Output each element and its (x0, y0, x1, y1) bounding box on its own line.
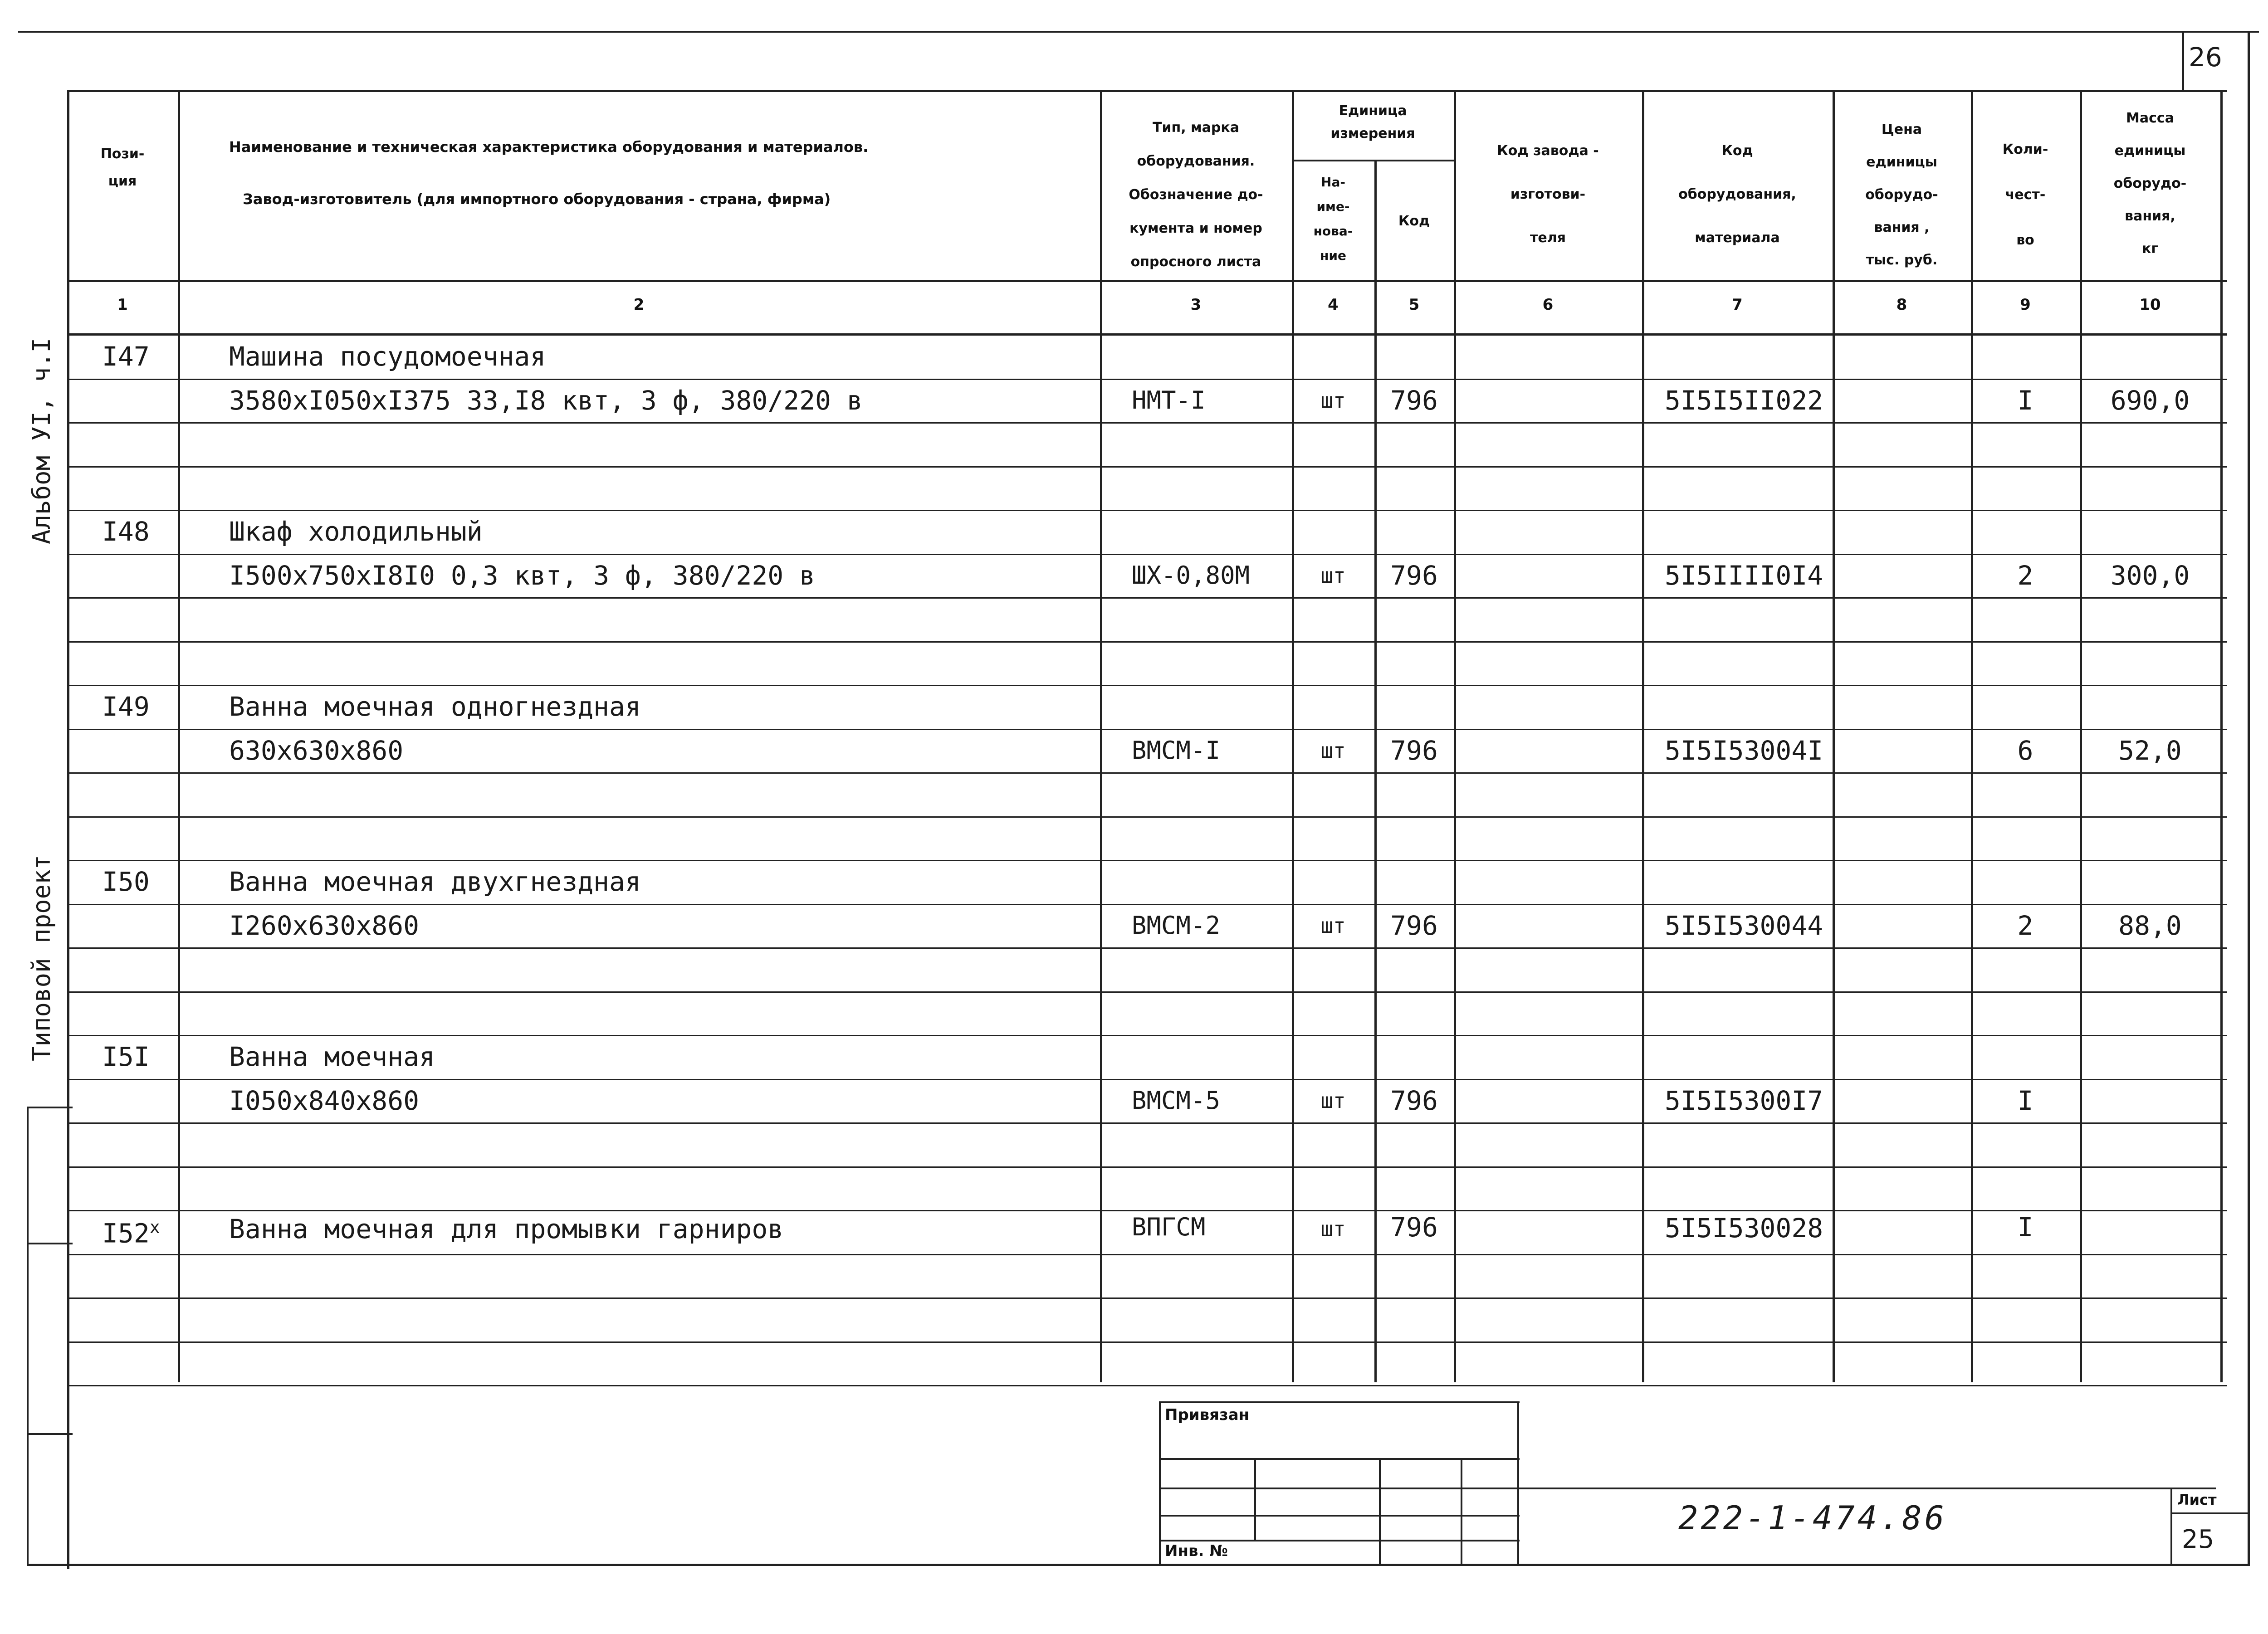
item-unit-last: шт (1320, 1217, 1346, 1241)
colnum-5: 5 (1408, 296, 1420, 314)
sheet-box-divider (2170, 1512, 2248, 1514)
row-line (67, 641, 2227, 643)
colnum-2: 2 (633, 296, 645, 314)
header-name-line2: Завод-изготовитель (для импортного оборудования - страна, фирма) (243, 190, 831, 208)
colnum-6: 6 (1542, 296, 1554, 314)
colnum-7: 7 (1732, 296, 1743, 314)
header-bottom-border (67, 280, 2227, 282)
item-name: Ванна моечная двухгнездная (229, 866, 641, 897)
item-unit-code: 796 (1390, 735, 1438, 766)
col-line-6 (1642, 90, 1644, 1382)
colnum-10: 10 (2139, 296, 2161, 314)
item-type: ВМСМ-5 (1132, 1086, 1221, 1115)
colnum-4: 4 (1328, 296, 1339, 314)
item-type-last: ВПГСМ (1132, 1213, 1206, 1241)
header-unit-group: Единица измерения (1330, 103, 1415, 141)
col-line-1 (178, 90, 180, 1382)
item-code: 5I5I530044 (1665, 910, 1823, 941)
stamp-col (1379, 1458, 1381, 1564)
row-line (67, 1297, 2227, 1299)
item-qty: 2 (2017, 910, 2033, 941)
item-mass: 88,0 (2118, 910, 2182, 941)
item-name-last: Ванна моечная для промывки гарниров (229, 1214, 784, 1244)
title-block-line (1517, 1488, 2216, 1489)
header-unit-code: Код (1398, 213, 1430, 229)
item-type: НМТ-I (1132, 386, 1206, 415)
header-name-line1: Наименование и техническая характеристика оборудования и материалов. (229, 138, 869, 156)
item-mass: 52,0 (2118, 735, 2182, 766)
side-box-line (27, 1433, 73, 1435)
sheet-box-left (2170, 1488, 2172, 1564)
stamp-bound-label: Привязан (1165, 1406, 1250, 1424)
unit-group-divider (1292, 160, 1454, 161)
item-spec: 630x630x860 (229, 735, 404, 766)
item-code-last: 5I5I530028 (1665, 1213, 1823, 1244)
header-position: Пози- ция (100, 146, 145, 189)
stamp-col (1254, 1458, 1256, 1540)
stamp-row (1159, 1488, 1520, 1489)
stamp-col (1461, 1458, 1462, 1564)
bottom-frame-line (27, 1564, 2250, 1566)
item-unit: шт (1320, 388, 1346, 413)
row-line (67, 1341, 2227, 1343)
header-price: Цена единицы оборудо- вания , тыс. руб. (1865, 122, 1938, 268)
page-num-box-right (2248, 31, 2250, 1564)
item-name: Ванна моечная одногнездная (229, 691, 641, 722)
row-line (67, 466, 2227, 468)
item-qty: 6 (2017, 735, 2033, 766)
item-mass: 690,0 (2110, 385, 2190, 416)
item-code: 5I5I5II022 (1665, 385, 1823, 416)
item-unit: шт (1320, 1088, 1346, 1113)
item-pos: I47 (102, 341, 150, 372)
colnum-8: 8 (1896, 296, 1907, 314)
item-unit: шт (1320, 913, 1346, 938)
side-box-line (27, 1243, 73, 1244)
header-mass: Масса единицы оборудо- вания, кг (2113, 110, 2187, 257)
item-pos-last: I52$^x$ (102, 1217, 160, 1249)
row-line (67, 422, 2227, 424)
header-quantity: Коли- чест- во (2002, 141, 2048, 248)
item-pos: I48 (102, 516, 150, 547)
col-line-7 (1833, 90, 1835, 1382)
item-code: 5I5IIII0I4 (1665, 560, 1823, 591)
doc-number: 222-1-474.86 (1678, 1499, 1947, 1537)
item-unit-code: 796 (1390, 910, 1438, 941)
item-spec: 3580xI050xI375 33,I8 квт, 3 ф, 380/220 в (229, 385, 863, 416)
side-box-edge (27, 1107, 29, 1565)
col-line-10 (2220, 90, 2223, 1382)
item-unit-code: 796 (1390, 560, 1438, 591)
item-spec: I260x630x860 (229, 910, 420, 941)
item-unit-code: 796 (1390, 1085, 1438, 1116)
item-spec: I050x840x860 (229, 1085, 420, 1116)
item-type: ВМСМ-I (1132, 736, 1221, 765)
colnum-1: 1 (117, 296, 128, 314)
sheet-label: Лист (2177, 1491, 2217, 1508)
item-pos: I5I (102, 1041, 150, 1072)
item-spec: I500x750xI8I0 0,3 квт, 3 ф, 380/220 в (229, 560, 816, 591)
row-line (67, 1122, 2227, 1124)
sheet-number: 25 (2182, 1525, 2214, 1554)
header-unit-name: На- име- нова- ние (1313, 175, 1353, 263)
top-rule (18, 31, 2259, 33)
header-manufacturer-code: Код завода - изготови- теля (1497, 143, 1599, 246)
item-code: 5I5I5300I7 (1665, 1085, 1823, 1116)
item-type: ВМСМ-2 (1132, 911, 1221, 940)
item-name: Ванна моечная (229, 1041, 435, 1072)
item-unit: шт (1320, 738, 1346, 763)
stamp-row (1159, 1515, 1520, 1517)
item-pos: I50 (102, 866, 150, 897)
item-mass: 300,0 (2110, 560, 2190, 591)
row-line (67, 947, 2227, 949)
item-name: Шкаф холодильный (229, 516, 483, 547)
colnum-3: 3 (1190, 296, 1202, 314)
row-line (67, 816, 2227, 818)
item-qty-last: I (2017, 1212, 2033, 1243)
row-line (67, 772, 2227, 774)
row-line (67, 1385, 2227, 1386)
item-pos: I49 (102, 691, 150, 722)
item-qty: 2 (2017, 560, 2033, 591)
row-line (67, 1166, 2227, 1168)
item-unit-code: 796 (1390, 385, 1438, 416)
item-unit: шт (1320, 563, 1346, 588)
item-qty: I (2017, 385, 2033, 416)
item-unit-code-last: 796 (1390, 1212, 1438, 1243)
page-number-top: 26 (2189, 42, 2222, 73)
page-num-box-left (2182, 31, 2184, 90)
item-code: 5I5I53004I (1665, 735, 1823, 766)
table-top-border (67, 90, 2227, 92)
row-line (67, 597, 2227, 599)
stamp-inv-label: Инв. № (1165, 1542, 1228, 1560)
header-equipment-code: Код оборудования, материала (1678, 143, 1796, 246)
col-line-5 (1454, 90, 1456, 1382)
row-line (67, 991, 2227, 993)
stamp-row (1159, 1458, 1520, 1460)
item-type: ШХ-0,80М (1132, 561, 1250, 590)
side-label-project: Типовой проект (27, 854, 56, 1061)
side-box-line (27, 1107, 73, 1108)
item-name: Машина посудомоечная (229, 341, 546, 372)
colnum-9: 9 (2020, 296, 2031, 314)
item-qty: I (2017, 1085, 2033, 1116)
stamp-top (1159, 1401, 1520, 1403)
col-line-2 (1100, 90, 1102, 1382)
side-label-album: Альбом УI, ч.I (27, 337, 56, 544)
stamp-row (1159, 1540, 1520, 1541)
header-type: Тип, марка оборудования. Обозначение до- кумента и номер опросного листа (1129, 120, 1263, 270)
row-line (67, 1254, 2227, 1255)
